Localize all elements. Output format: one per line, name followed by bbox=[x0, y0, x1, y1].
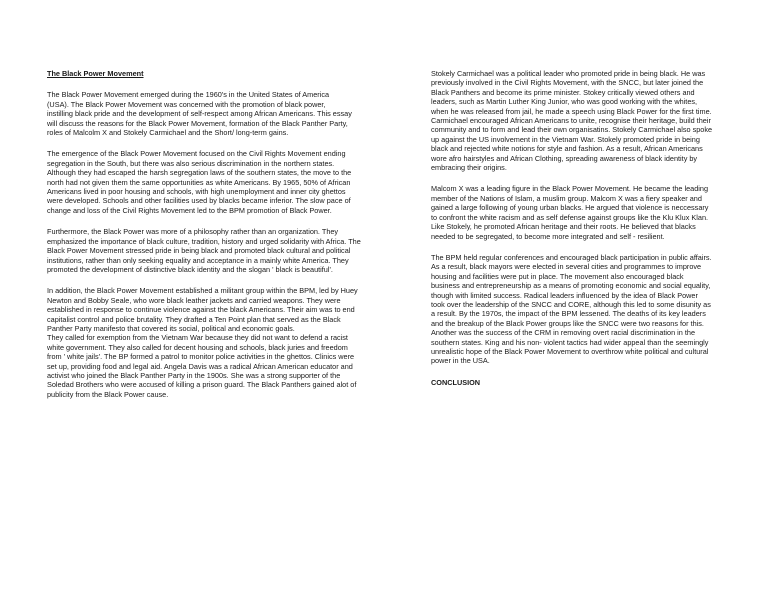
conclusion-heading: CONCLUSION bbox=[431, 377, 481, 387]
intro-paragraph-1: The Black Power Movement emerged during the 1960's in the United States of America bbox=[47, 90, 330, 100]
emergence-paragraph: The emergence of the Black Power Movement focused on the Civil Rights Movement ending segregation in the South, but there was also serious discrimination in the northern states. bbox=[47, 149, 346, 168]
document-title: The Black Power Movement bbox=[47, 69, 144, 78]
left-column bbox=[47, 69, 362, 399]
right-column bbox=[431, 69, 713, 387]
north-paragraph: Although they had escaped the harsh segregation laws of the southern states, the move to the north had not given them the same opportunities as white Americans. By 1965, 50% of African Americans lived in poor housing and schools, with high unemployment and inner city ghettos were developed. Schools and other facilities used by blacks became inferior. The slow pace of change and loss of the Civil Rights Movement led to the BPM promotion of Black Power. bbox=[47, 168, 352, 215]
results-paragraph: As a result, black mayors were elected in several cities and programmes to improve housing and facilities were put in place. The movement also encouraged black business and entrepreneurship as a means of promoting economic and social equality, though with limited success. Radical leaders influenced by the idea of Black Power took over the leadership of the SNCC and CORE, although this led to some disunity as a result. By the 1970s, the impact of the BPM lessened. The deaths of its key leaders and the breakup of the Black Power groups like the SNCC were two reasons for this. Another was the success of the CRM in removing overt racial discrimination in the southern states. King and his non- violent tactics had wider appeal than the seemingly unrealistic hope of the Black Power Movement to overthrow white political and cultural power in the USA. bbox=[431, 262, 711, 366]
conferences-paragraph: The BPM held regular conferences and encouraged black participation in public affairs. bbox=[431, 252, 712, 262]
militant-group-paragraph: In addition, the Black Power Movement established a militant group within the BPM, led by Huey Newton and Bobby Seale, who wore black leather jackets and carried weapons. They were established in response to continue violence against the black Americans. Their aim was to end capitalist control and police brutality. They drafted a Ten Point plan that served as the Black Panther Party manifesto that covered its social, political and economic goals. bbox=[47, 286, 358, 333]
philosophy-paragraph: Furthermore, the Black Power was more of a philosophy rather than an organization. They emphasized the importance of black culture, tradition, history and urged solidarity with Africa. The Black Power Movement stressed pride in being black and promoted black cultural and political institutions, rather than only seeking equality and acceptance in a mainly white America. They promoted the development of distinctive black identity and the slogan ' black is beautiful'. bbox=[47, 227, 361, 274]
carmichael-paragraph: Stokely Carmichael was a political leader who promoted pride in being black. He was previously involved in the Civil Rights Movement, with the SNCC, but later joined the Black Panthers and become its prime minister. Stokey critically viewed others and leaders, such as Martin Luther King Junior, who was good working with the whites, when he was released from jail, he made a speech using Black Power for the first time. Carmichael encouraged African Americans to unite, recognise their heritage, build their community and to form and lead their own organisatins. Stokely Carmichael also spoke up against the US involvement in the Vietnam War. Stokely promoted pride in being black and rejected white notions for style and fashion. As a result, African Americans wore afro hairstyles and African Clothing, spreading awareness of black identity by embracing their origins. bbox=[431, 69, 713, 173]
malcolm-x-paragraph: Malcom X was a leading figure in the Black Power Movement. He became the leading member of the Nations of Islam, a muslim group. Malcom X was a fiery speaker and gained a large following of young urban blacks. He argued that violence is neccessary to confront the white racism and as self defense against groups like the Klu Klux Klan. Like Stokely, he promoted African heritage and their roots. He believed that blacks needed to be segregated, to become more integrated and self - resilient. bbox=[431, 184, 709, 241]
black-panthers-paragraph: They called for exemption from the Vietnam War because they did not want to defend a racist white government. They also called for decent housing and schools, black juries and freedom from ' white jails'. The BP formed a patrol to monitor police activities in the ghettos. Clinics were set up, providing food and legal aid. Angela Davis was a radical African American educator and activist who joined the Black Panther Party in the 1900s. She was a strong supporter of the Soledad Brothers who were accused of killing a prison guard. The Black Panthers gained alot of publicity from the Black Power cause. bbox=[47, 333, 357, 399]
intro-paragraph-2: (USA). The Black Power Movement was concerned with the promotion of black power, bbox=[47, 99, 326, 109]
intro-paragraph-3: instilling black pride and the development of self-respect among African Americans. This essay will discuss the reasons for the Black Power Movement, formation of the Black Panther Party, roles of Malcolm X and Stokely Carmichael and the Short/ long-term gains. bbox=[47, 109, 352, 138]
